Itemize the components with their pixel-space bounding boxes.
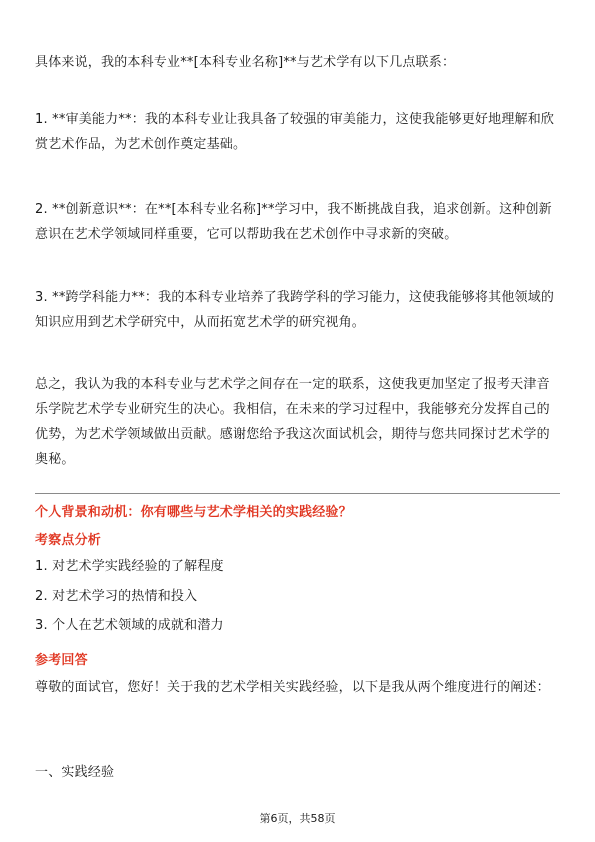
conclusion-paragraph: 总之，我认为我的本科专业与艺术学之间存在一定的联系，这使我更加坚定了报考天津音乐学院艺术学专业研究生的决心。我相信，在未来的学习过程中，我能够充分发挥自己的优势，为艺术学领域做出贡献。感谢您给予我这次面试机会，期待与您共同探讨艺术学的奥秘。 [35,377,550,467]
point-innovation-awareness: 2. **创新意识**：在**[本科专业名称]**学习中，我不断挑战自我，追求创新。这种创新意识在艺术学领域同样重要，它可以帮助我在艺术创作中寻求新的突破。 [35,202,552,242]
section-heading-practice: 一、实践经验 [35,765,115,780]
section-divider [35,493,560,494]
analysis-item: 3. 个人在艺术领域的成就和潜力 [35,618,224,633]
answer-heading: 参考回答 [35,653,88,668]
question-title: 个人背景和动机：你有哪些与艺术学相关的实践经验？ [35,505,352,520]
answer-intro: 尊敬的面试官，您好！关于我的艺术学相关实践经验，以下是我从两个维度进行的阐述： [35,680,550,695]
analysis-item: 1. 对艺术学实践经验的了解程度 [35,559,224,574]
analysis-heading: 考察点分析 [35,533,102,548]
intro-paragraph: 具体来说，我的本科专业**[本科专业名称]**与艺术学有以下几点联系： [35,55,456,70]
point-aesthetic-ability: 1. **审美能力**：我的本科专业让我具备了较强的审美能力，这使我能够更好地理解和欣赏艺术作品，为艺术创作奠定基础。 [35,112,555,152]
analysis-item: 2. 对艺术学习的热情和投入 [35,589,198,604]
page-number: 第6页，共58页 [259,812,336,825]
point-interdisciplinary-ability: 3. **跨学科能力**：我的本科专业培养了我跨学科的学习能力，这使我能够将其他领域的知识应用到艺术学研究中，从而拓宽艺术学的研究视角。 [35,290,555,330]
